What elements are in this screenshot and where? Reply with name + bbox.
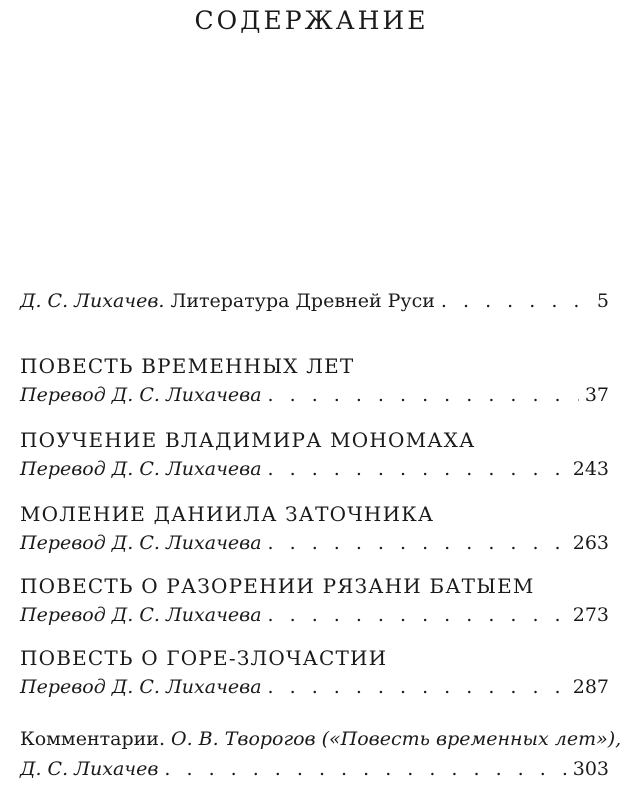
leader-dots — [268, 458, 567, 480]
entry-title: ПОВЕСТЬ ВРЕМЕННЫХ ЛЕТ — [20, 354, 355, 378]
entry-title: МОЛЕНИЕ ДАНИИЛА ЗАТОЧНИКА — [20, 502, 435, 526]
toc-entry-title[interactable] — [20, 646, 609, 676]
page-number: 5 — [596, 290, 609, 312]
entry-translation: Перевод Д. С. Лихачева — [20, 384, 262, 406]
page-number: 243 — [572, 458, 609, 480]
leader-dots — [268, 532, 567, 554]
toc-entry-translation[interactable] — [20, 676, 609, 706]
entry-title: ПОУЧЕНИЕ ВЛАДИМИРА МОНОМАХА — [20, 428, 476, 452]
toc-entry-title[interactable] — [20, 428, 609, 458]
page-number: 37 — [584, 384, 609, 406]
leader-dots — [268, 384, 579, 406]
entry-translation: Перевод Д. С. Лихачева — [20, 458, 262, 480]
toc-entry-title[interactable] — [20, 354, 609, 384]
comments-label: Комментарии. — [20, 728, 165, 750]
page-number: 263 — [572, 532, 609, 554]
entry-translation: Перевод Д. С. Лихачева — [20, 676, 262, 698]
leader-dots — [268, 604, 567, 626]
leader-dots — [164, 758, 566, 780]
page-number: 287 — [572, 676, 609, 698]
intro-author: Д. С. Лихачев. — [20, 290, 165, 312]
page-number: 273 — [572, 604, 609, 626]
entry-title: ПОВЕСТЬ О ГОРЕ-ЗЛОЧАСТИИ — [20, 646, 388, 670]
comments-authors: О. В. Творогов («Повесть временных лет»), — [171, 728, 622, 750]
toc-entry-translation[interactable] — [20, 458, 609, 488]
entry-translation: Перевод Д. С. Лихачева — [20, 604, 262, 626]
leader-dots — [268, 676, 567, 698]
toc-entry-translation[interactable] — [20, 532, 609, 562]
toc-entry-title[interactable] — [20, 502, 609, 532]
toc-entry-comments[interactable] — [20, 728, 622, 758]
toc-entry-comments-cont[interactable] — [20, 758, 609, 788]
page-heading: СОДЕРЖАНИЕ — [194, 6, 429, 35]
leader-dots — [441, 290, 591, 312]
toc-entry-translation[interactable] — [20, 384, 609, 414]
toc-entry-translation[interactable] — [20, 604, 609, 634]
entry-translation: Перевод Д. С. Лихачева — [20, 532, 262, 554]
comments-authors-cont: Д. С. Лихачев — [20, 758, 159, 780]
page-number: 303 — [572, 758, 609, 780]
toc-entry-title[interactable] — [20, 574, 609, 604]
intro-title: Литература Древней Руси — [170, 290, 435, 312]
toc-entry-intro[interactable] — [20, 290, 609, 320]
entry-title: ПОВЕСТЬ О РАЗОРЕНИИ РЯЗАНИ БАТЫЕМ — [20, 574, 535, 598]
